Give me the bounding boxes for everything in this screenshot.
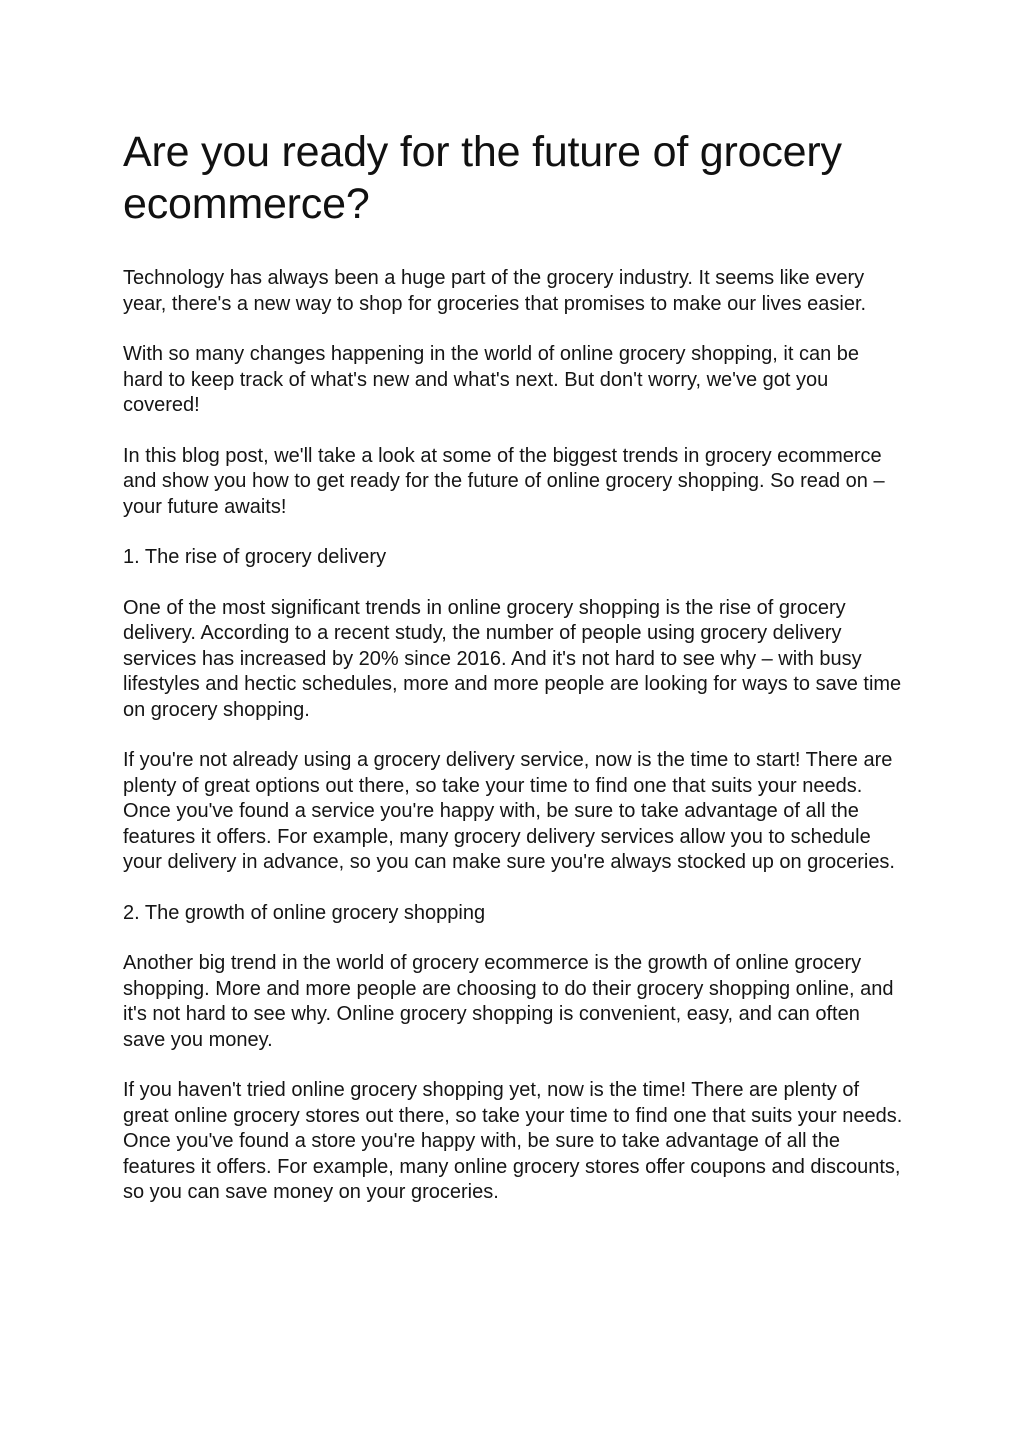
section-paragraph: If you're not already using a grocery delivery service, now is the time to start! There are plenty of great options out there, so take your time to find one that suits your needs. Once you've found a service you're happy with, be sure to take advantage of all the features it offers. For example, many grocery delivery services allow you to schedule your delivery in advance, so you can make sure you're always stocked up on groceries. <box>123 749 895 873</box>
intro-paragraph: Technology has always been a huge part of the grocery industry. It seems like every year, there's a new way to shop for groceries that promises to make our lives easier. <box>123 267 867 315</box>
intro-paragraph: With so many changes happening in the world of online grocery shopping, it can be hard to keep track of what's new and what's next. But don't worry, we've got you covered! <box>123 343 860 416</box>
section-paragraph: If you haven't tried online grocery shopping yet, now is the time! There are plenty of great online grocery stores out there, so take your time to find one that suits your needs. Once you've found a store you're happy with, be sure to take advantage of all the features it offers. For example, many online grocery stores offer coupons and discounts, so you can save money on your groceries. <box>123 1079 903 1203</box>
section-paragraph: Another big trend in the world of grocery ecommerce is the growth of online grocery shopping. More and more people are choosing to do their grocery shopping online, and it's not hard to see why. Online grocery shopping is convenient, easy, and can often save you money. <box>123 952 894 1051</box>
section-paragraph: One of the most significant trends in online grocery shopping is the rise of grocery delivery. According to a recent study, the number of people using grocery delivery services has increased by 20% since 2016. And it's not hard to see why – with busy lifestyles and hectic schedules, more and more people are looking for ways to save time on grocery shopping. <box>123 596 902 721</box>
article-body <box>123 266 903 1206</box>
document-page <box>123 126 903 1231</box>
section-heading: 1. The rise of grocery delivery <box>123 546 387 568</box>
page-title: Are you ready for the future of grocery ecommerce? <box>123 128 842 228</box>
section-heading: 2. The growth of online grocery shopping <box>123 901 486 924</box>
intro-paragraph: In this blog post, we'll take a look at some of the biggest trends in grocery ecommerce and show you how to get ready for the future of online grocery shopping. So read on – your future awaits! <box>123 444 885 518</box>
